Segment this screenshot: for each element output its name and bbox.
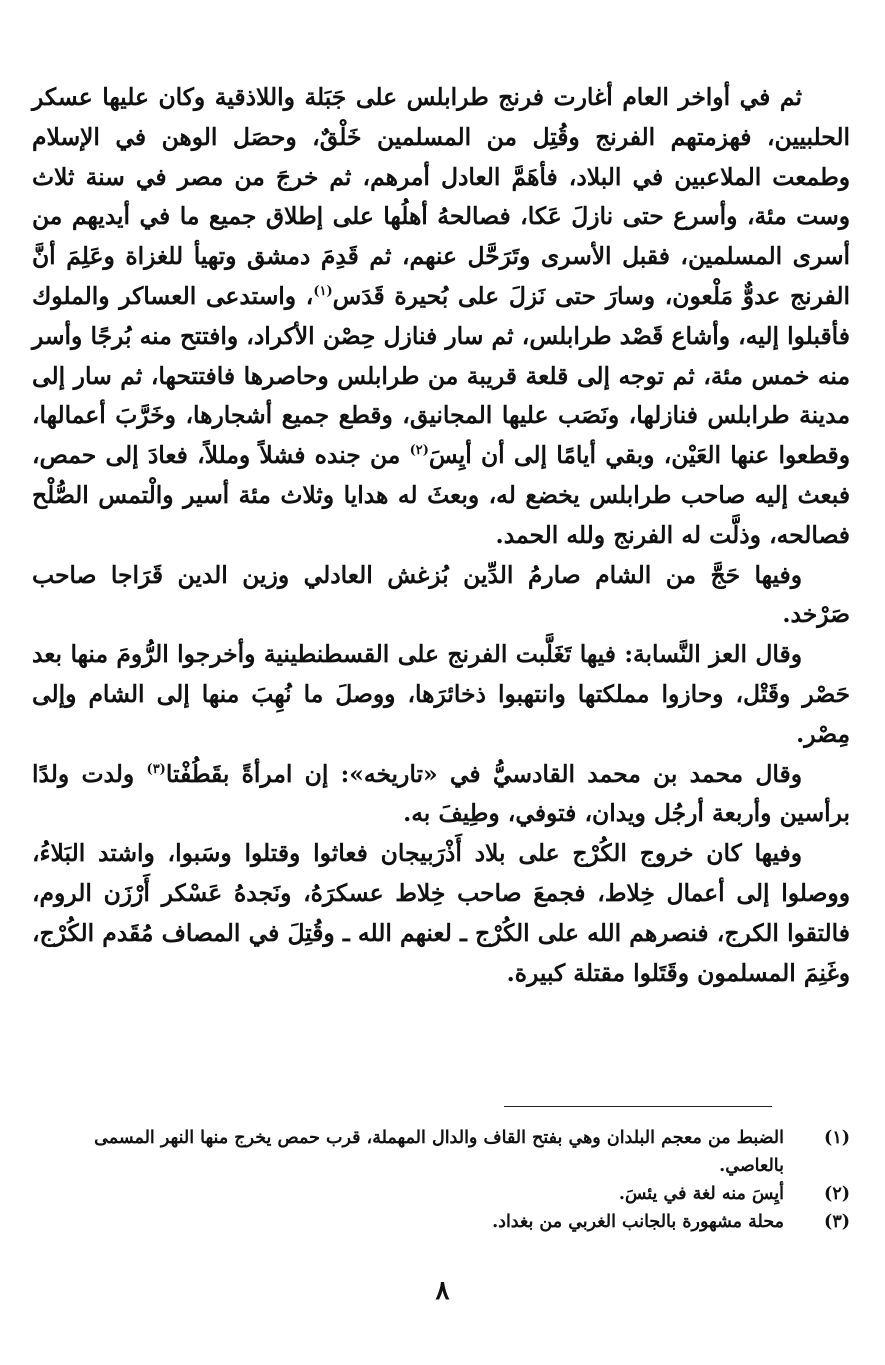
footnote-ref-1: (١) xyxy=(313,284,333,300)
paragraph-1-part-c: من جنده فشلاً ومللاً، فعادَ إلى حمص، فبعث إليه صاحب طرابلس يخضع له، وبعثَ له هدايا وثلاث مئة أسير والْتمس الصُّلْح فصالحه، وذلَّت له الفرنج ولله الحمد. xyxy=(32,441,850,549)
footnote-number: (٢) xyxy=(824,1184,850,1204)
footnotes xyxy=(32,1124,850,1236)
footnote-3 xyxy=(32,1208,850,1236)
footnote-2 xyxy=(32,1180,850,1208)
footnote-text: الضبط من معجم البلدان وهي بفتح القاف والدال المهملة، قرب حمص يخرج منها النهر المسمى بالعاصي. xyxy=(94,1128,784,1176)
paragraph-3: وقال العز النَّسابة: فيها تَغَلَّبت الفرنج على القسطنطينية وأخرجوا الرُّومَ منها بعد حَصْر وقَتْل، وحازوا مملكتها وانتهبوا ذخائرَها، ووصلَ ما نُهِبَ منها إلى الشام وإلى مِصْر. xyxy=(32,640,850,748)
footnote-ref-3: (٣) xyxy=(146,761,166,777)
footnote-1 xyxy=(32,1124,850,1180)
footnote-number: (٣) xyxy=(824,1212,850,1232)
paragraph-4 xyxy=(32,755,850,835)
main-text xyxy=(32,78,850,993)
paragraph-2: وفيها حَجَّ من الشام صارمُ الدِّين بُزغش العادلي وزين الدين قَرَاجا صاحب صَرْخد. xyxy=(32,560,850,629)
footnote-ref-2: (٢) xyxy=(409,443,429,459)
footnote-divider xyxy=(504,1106,772,1107)
paragraph-4-part-b: ولدت ولدًا برأسين وأربعة أرجُل ويدان، فتوفي، وطِيفَ به. xyxy=(32,759,850,828)
paragraph-1-part-b: ، واستدعى العساكر والملوك فأقبلوا إليه، وأشاع قَصْد طرابلس، ثم سار فنازل حِصْن الأكراد، وافتتح منه بُرجًا وأسر منه خمس مئة، ثم توجه إلى قلعة قريبة من طرابلس وحاصرها فافتتحها، ثم سار إلى مدينة طرابلس فنازلها، ونَصَب عليها المجانيق، وقطع جميع أشجارها، وخَرَّبَ أعمالها، وقطعوا عنها العَيْن، وبقي أيامًا إلى أن أيِسَ xyxy=(32,281,850,470)
footnote-number: (١) xyxy=(824,1128,850,1148)
paragraph-1 xyxy=(32,78,850,556)
footnote-text: محلة مشهورة بالجانب الغربي من بغداد. xyxy=(492,1212,784,1232)
footnote-text: أيِسَ منه لغة في يئسَ. xyxy=(618,1184,784,1204)
page-number: ٨ xyxy=(435,1276,450,1306)
paragraph-4-part-a: وقال محمد بن محمد القادسيُّ في «تاريخه»: إن امرأةً بقَطُفْتا xyxy=(165,759,802,788)
paragraph-1-part-a: ثم في أواخر العام أغارت فرنج طرابلس على جَبَلة واللاذقية وكان عليها عسكر الحلبيين، فهزمتهم الفرنج وقُتِل من المسلمين خَلْقٌ، وحصَل الوهن في الإسلام وطمعت الملاعبين في البلاد، فأهَمَّ العادل أمرهم، ثم خرجَ من مصر في سنة ثلاث وست مئة، وأسرع حتى نازلَ عَكا، فصالحهُ أهلُها على إطلاق جميع ما في أيديهم من أسرى المسلمين، فقبل الأسرى وتَرَحَّل عنهم، ثم قَدِمَ دمشق وتهيأ للغزاة وعَلِمَ أنَّ الفرنج عدوٌّ مَلْعون، وسارَ حتى نَزلَ على بُحيرة قَدَس xyxy=(32,83,851,310)
paragraph-5: وفيها كان خروج الكُرْج على بلاد أَذْرَبيجان فعاثوا وقتلوا وسَبوا، واشتد البَلاءُ، ووصلوا إلى أعمال خِلاط، فجمعَ صاحب خِلاط عسكرَهُ، ونَجدهُ عَسْكر أَرْزَن الروم، فالتقوا الكرج، فنصرهم الله على الكُرْج ـ لعنهم الله ـ وقُتِلَ في المصاف مُقَدم الكُرْج، وغَنِمَ المسلمون وقَتَلوا مقتلة كبيرة. xyxy=(32,839,850,987)
